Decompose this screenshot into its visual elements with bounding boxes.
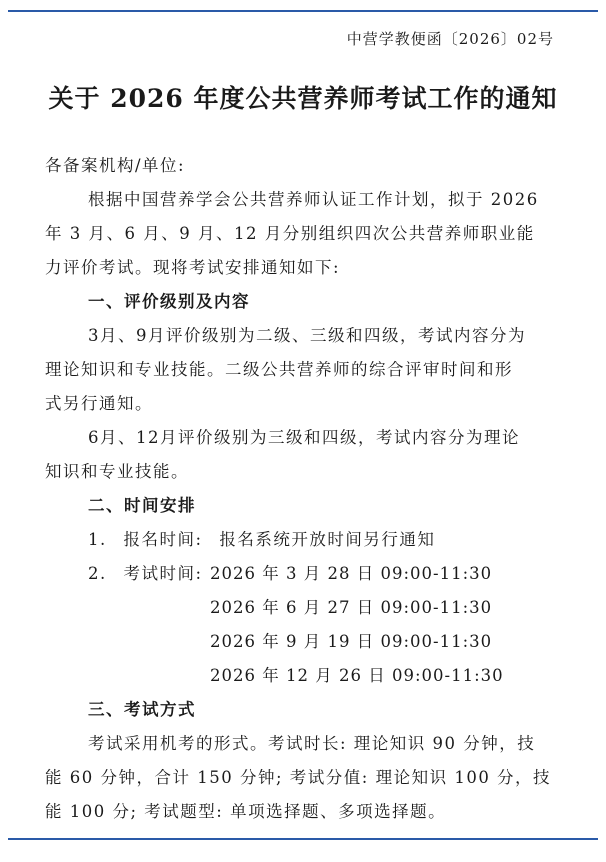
section1-para1-line: 式另行通知。: [45, 394, 153, 413]
item-label: 报名时间:: [123, 530, 203, 549]
section1-para2-line: 知识和专业技能。: [45, 462, 189, 481]
exam-date: 2026 年 9 月 19 日 09:00-11:30: [210, 632, 493, 651]
top-rule: [8, 10, 598, 12]
schedule-item-registration: [88, 530, 435, 550]
bottom-rule: [8, 838, 598, 840]
intro-line: 力评价考试。现将考试安排通知如下:: [45, 258, 341, 277]
salutation: 各备案机构/单位:: [45, 156, 186, 175]
exam-date: 2026 年 12 月 26 日 09:00-11:30: [210, 666, 504, 685]
exam-date: 2026 年 3 月 28 日 09:00-11:30: [210, 564, 493, 583]
intro-line: 年 3 月、6 月、9 月、12 月分别组织四次公共营养师职业能: [45, 224, 535, 243]
section2-heading: 二、时间安排: [88, 496, 196, 515]
section1-para2-line: 6月、12月评价级别为三级和四级，考试内容分为理论: [88, 428, 520, 447]
section3-line: 能 60 分钟，合计 150 分钟; 考试分值: 理论知识 100 分，技: [45, 768, 552, 787]
section3-line: 能 100 分; 考试题型: 单项选择题、多项选择题。: [45, 802, 447, 821]
document-number: 中营学教便函〔2026〕02号: [346, 30, 554, 48]
section3-heading: 三、考试方式: [88, 700, 196, 719]
section1-para1-line: 理论知识和专业技能。二级公共营养师的综合评审时间和形: [45, 360, 513, 379]
item-label: 考试时间:: [123, 564, 203, 583]
item-number: 2.: [88, 564, 107, 583]
intro-line: 根据中国营养学会公共营养师认证工作计划，拟于 2026: [88, 190, 539, 209]
item-number: 1.: [88, 530, 107, 549]
schedule-item-exam: [88, 564, 203, 584]
section1-heading: 一、评价级别及内容: [88, 292, 250, 311]
section1-para1-line: 3月、9月评价级别为二级、三级和四级，考试内容分为: [88, 326, 526, 345]
notice-title: 关于 2026 年度公共营养师考试工作的通知: [48, 84, 558, 113]
section3-line: 考试采用机考的形式。考试时长: 理论知识 90 分钟，技: [88, 734, 536, 753]
item-value: 报名系统开放时间另行通知: [219, 530, 436, 549]
exam-date: 2026 年 6 月 27 日 09:00-11:30: [210, 598, 493, 617]
